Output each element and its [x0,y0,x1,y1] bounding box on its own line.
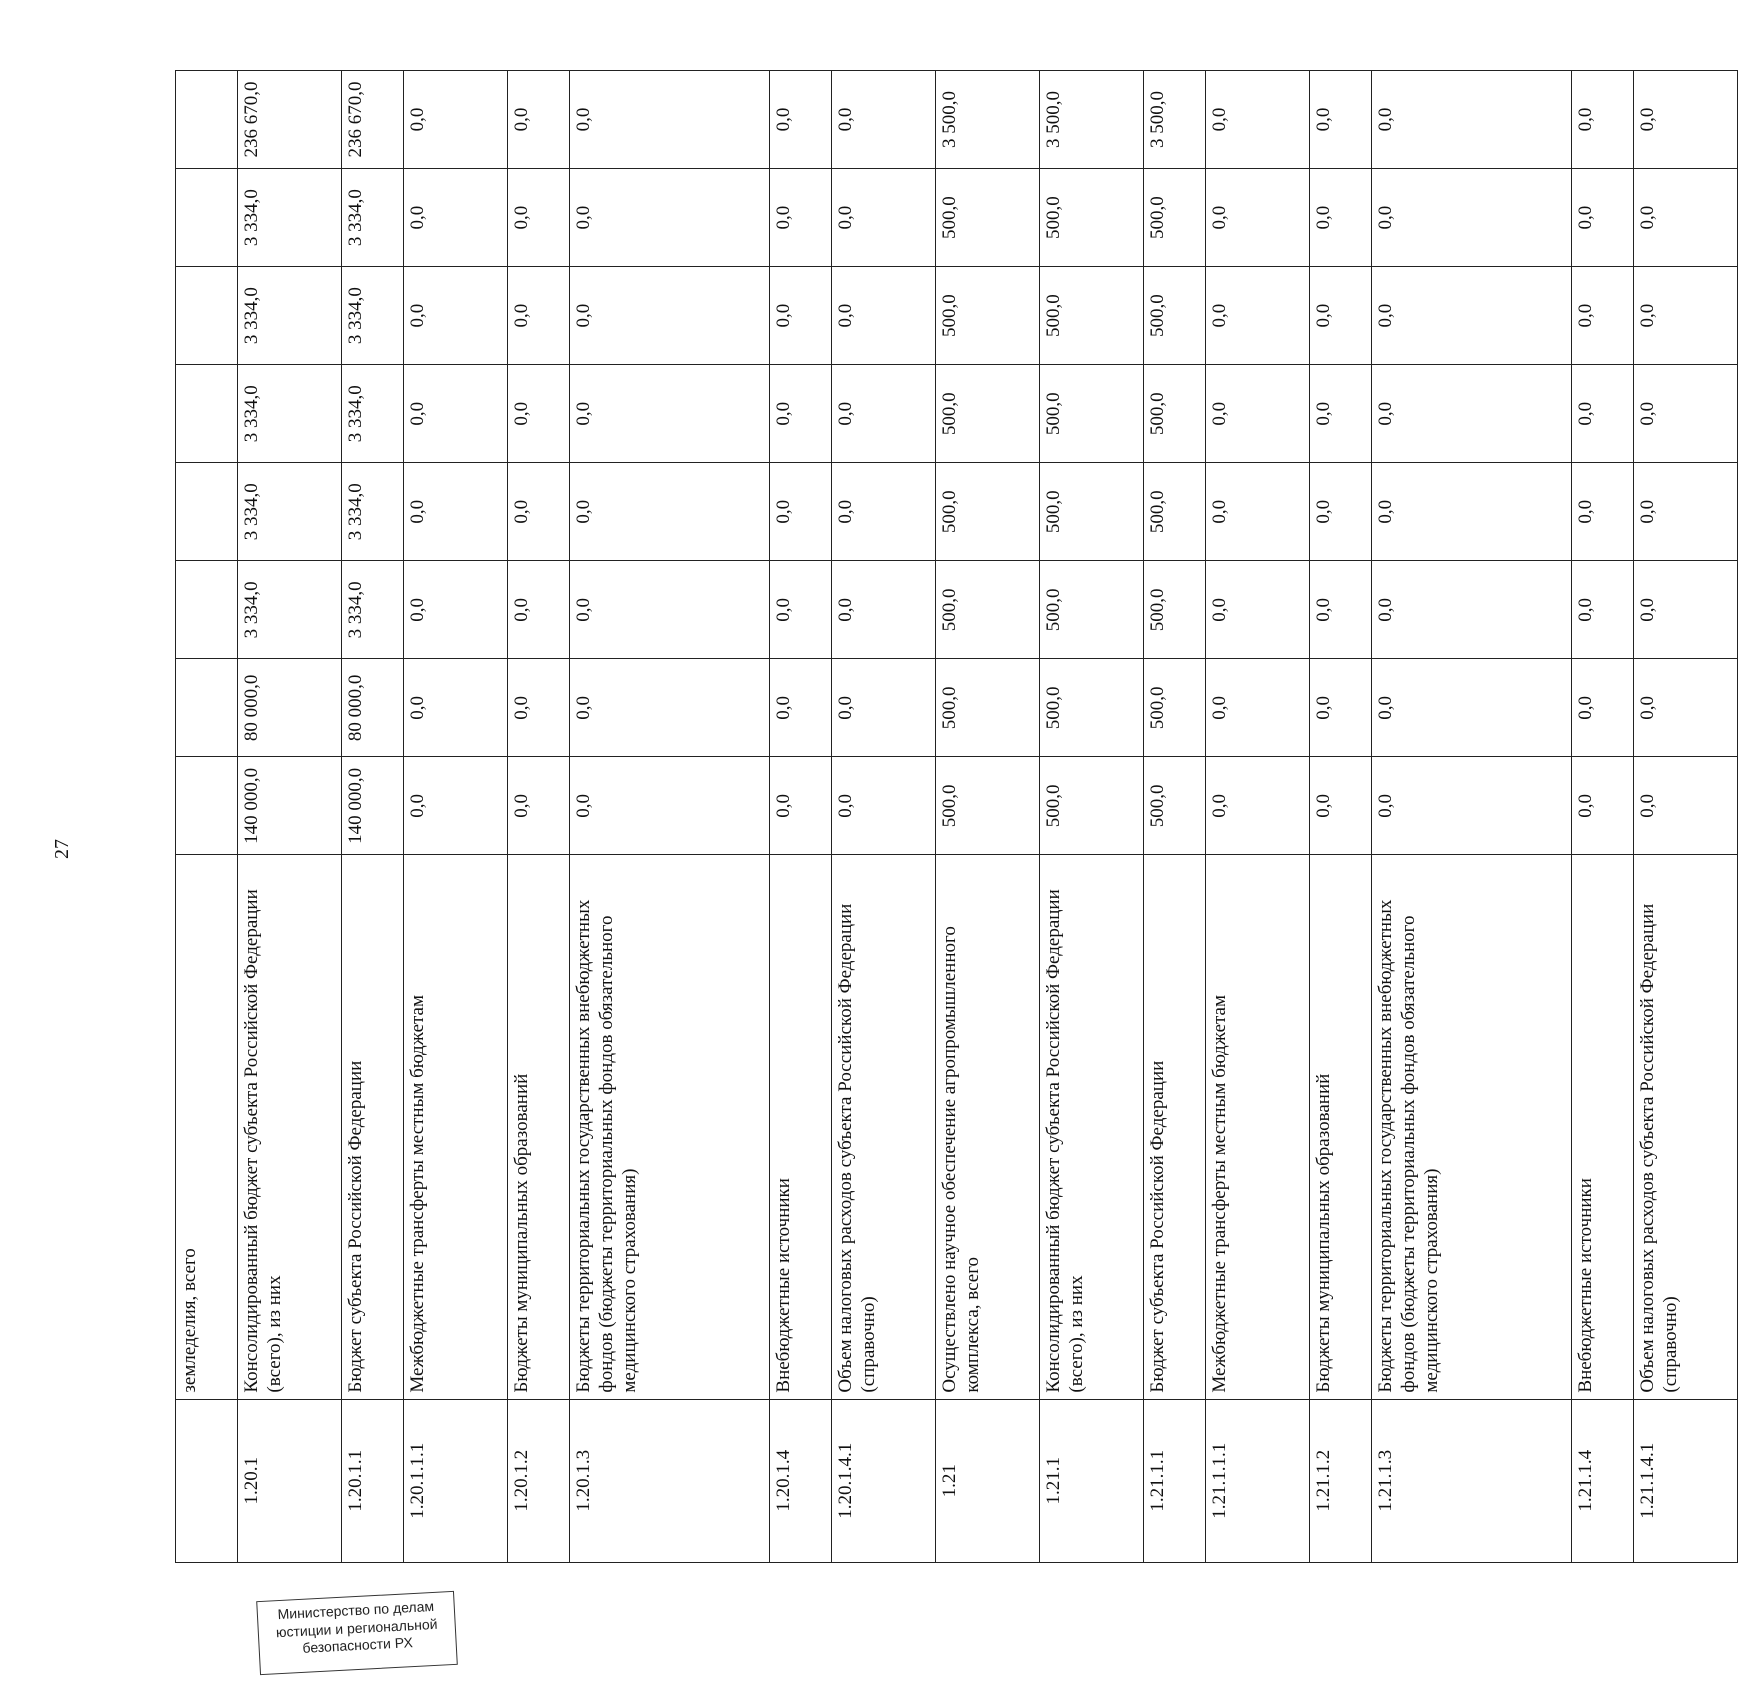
row-value: 3 500,0 [1144,71,1206,169]
row-name: Консолидированный бюджет субъекта Российской Федерации (всего), из них [238,855,342,1399]
row-value: 0,0 [1572,267,1634,365]
row-code: 1.20.1.1 [342,1399,404,1562]
row-value: 500,0 [1144,267,1206,365]
row-value: 0,0 [1572,365,1634,463]
row-value: 500,0 [1144,365,1206,463]
row-code: 1.20.1 [238,1399,342,1562]
row-value: 3 334,0 [342,365,404,463]
row-value: 0,0 [1310,267,1372,365]
row-value: 500,0 [1040,463,1144,561]
row-value: 3 334,0 [238,365,342,463]
row-value: 0,0 [1572,561,1634,659]
row-value: 236 670,0 [342,71,404,169]
row-value: 0,0 [1634,659,1738,757]
row-value: 0,0 [1206,365,1310,463]
row-code: 1.21.1.3 [1372,1399,1572,1562]
row-value: 0,0 [570,71,770,169]
table-row [936,71,1040,1563]
row-value: 0,0 [832,561,936,659]
budget-table [175,70,1738,1563]
row-value: 0,0 [508,267,570,365]
row-value: 236 670,0 [238,71,342,169]
row-value: 0,0 [570,659,770,757]
row-value: 0,0 [404,659,508,757]
row-value [176,561,238,659]
row-value: 0,0 [1572,169,1634,267]
row-value: 500,0 [1144,463,1206,561]
table-row [342,71,404,1563]
ministry-stamp [256,1591,458,1675]
row-value: 0,0 [508,71,570,169]
row-value: 0,0 [1310,659,1372,757]
row-code: 1.21.1.1.1 [1206,1399,1310,1562]
row-value: 0,0 [1206,757,1310,855]
table-row [1206,71,1310,1563]
row-value: 0,0 [1310,71,1372,169]
row-name: Бюджеты территориальных государственных внебюджетных фондов (бюджеты территориальных фондов обязательного медицинского страхования) [1372,855,1572,1399]
row-value: 3 334,0 [342,561,404,659]
row-value: 0,0 [832,365,936,463]
row-value: 3 334,0 [342,267,404,365]
row-code: 1.21.1.4.1 [1634,1399,1738,1562]
row-name: Объем налоговых расходов субъекта Российской Федерации (справочно) [1634,855,1738,1399]
row-value: 0,0 [1634,71,1738,169]
row-value: 0,0 [1310,365,1372,463]
row-code: 1.21.1 [1040,1399,1144,1562]
row-value: 3 334,0 [238,267,342,365]
row-name: Межбюджетные трансферты местным бюджетам [1206,855,1310,1399]
budget-table-body [176,71,1738,1563]
row-value: 0,0 [770,757,832,855]
row-value: 0,0 [1372,71,1572,169]
row-value: 140 000,0 [238,757,342,855]
row-value: 500,0 [936,169,1040,267]
row-value: 0,0 [1310,463,1372,561]
table-row [404,71,508,1563]
row-value: 0,0 [1372,561,1572,659]
row-value: 0,0 [770,267,832,365]
row-value: 0,0 [832,463,936,561]
row-name: Бюджеты территориальных государственных внебюджетных фондов (бюджеты территориальных фондов обязательного медицинского страхования) [570,855,770,1399]
row-value: 0,0 [1372,365,1572,463]
row-value: 0,0 [570,267,770,365]
row-value: 0,0 [832,71,936,169]
row-value: 0,0 [1634,267,1738,365]
row-value: 0,0 [570,463,770,561]
row-value: 0,0 [770,71,832,169]
row-value: 0,0 [1572,71,1634,169]
row-value: 500,0 [1144,169,1206,267]
row-code: 1.21.1.2 [1310,1399,1372,1562]
row-value: 0,0 [770,169,832,267]
stamp-line-3: безопасности РХ [302,1634,414,1656]
row-code: 1.21.1.4 [1572,1399,1634,1562]
row-value: 0,0 [1634,463,1738,561]
row-value: 500,0 [1040,561,1144,659]
row-name: Внебюджетные источники [770,855,832,1399]
row-value: 0,0 [508,561,570,659]
row-value: 0,0 [1634,169,1738,267]
row-value: 0,0 [1572,659,1634,757]
row-value: 0,0 [570,365,770,463]
row-code: 1.21 [936,1399,1040,1562]
row-value: 0,0 [1206,659,1310,757]
row-value: 80 000,0 [342,659,404,757]
table-row [1572,71,1634,1563]
row-name: Объем налоговых расходов субъекта Российской Федерации (справочно) [832,855,936,1399]
row-value: 0,0 [404,463,508,561]
budget-table-wrapper [175,70,1681,1563]
row-value: 500,0 [1040,267,1144,365]
row-value: 0,0 [832,267,936,365]
row-value: 0,0 [508,757,570,855]
row-value: 0,0 [570,561,770,659]
row-value: 0,0 [832,757,936,855]
row-name: Бюджеты муниципальных образований [508,855,570,1399]
row-value [176,365,238,463]
row-value: 0,0 [508,169,570,267]
row-value: 0,0 [508,463,570,561]
row-value [176,463,238,561]
row-value [176,659,238,757]
row-value: 500,0 [936,463,1040,561]
row-value: 0,0 [832,659,936,757]
row-name: Внебюджетные источники [1572,855,1634,1399]
row-code: 1.20.1.2 [508,1399,570,1562]
row-value: 0,0 [1206,561,1310,659]
row-value: 0,0 [1310,757,1372,855]
row-value [176,757,238,855]
row-value: 0,0 [404,365,508,463]
table-row [1310,71,1372,1563]
row-value: 0,0 [1206,169,1310,267]
stamp-line-2: юстиции и региональной [275,1615,438,1640]
row-value: 0,0 [1310,169,1372,267]
row-value: 500,0 [936,267,1040,365]
row-name: Бюджет субъекта Российской Федерации [342,855,404,1399]
row-value: 3 500,0 [1040,71,1144,169]
row-code: 1.20.1.4.1 [832,1399,936,1562]
table-row [1372,71,1572,1563]
row-value: 80 000,0 [238,659,342,757]
row-value: 0,0 [1372,659,1572,757]
row-value: 0,0 [404,267,508,365]
row-value: 0,0 [1634,365,1738,463]
row-value: 0,0 [404,757,508,855]
table-row [832,71,936,1563]
row-name: Бюджеты муниципальных образований [1310,855,1372,1399]
row-value: 0,0 [1206,463,1310,561]
row-value: 3 334,0 [342,169,404,267]
table-row [1040,71,1144,1563]
row-name: Консолидированный бюджет субъекта Российской Федерации (всего), из них [1040,855,1144,1399]
table-row [770,71,832,1563]
row-value: 500,0 [1040,659,1144,757]
row-value: 0,0 [1206,267,1310,365]
row-value: 0,0 [1310,561,1372,659]
row-value: 0,0 [832,169,936,267]
row-value: 0,0 [508,365,570,463]
row-value: 500,0 [936,757,1040,855]
row-value: 0,0 [1572,463,1634,561]
table-row [238,71,342,1563]
row-value: 500,0 [1040,365,1144,463]
row-value: 0,0 [404,561,508,659]
row-value: 500,0 [1144,561,1206,659]
table-row [508,71,570,1563]
row-value: 0,0 [770,463,832,561]
row-value: 3 334,0 [342,463,404,561]
row-value [176,267,238,365]
row-value: 140 000,0 [342,757,404,855]
row-code [176,1399,238,1562]
row-code: 1.20.1.4 [770,1399,832,1562]
row-value: 3 334,0 [238,169,342,267]
row-value: 500,0 [936,561,1040,659]
row-value: 500,0 [1144,757,1206,855]
row-value: 0,0 [404,169,508,267]
row-value: 0,0 [1634,757,1738,855]
row-value: 0,0 [1372,463,1572,561]
row-value: 0,0 [1634,561,1738,659]
row-code: 1.20.1.1.1 [404,1399,508,1562]
row-value: 500,0 [1040,169,1144,267]
row-value: 0,0 [570,169,770,267]
row-name: Межбюджетные трансферты местным бюджетам [404,855,508,1399]
row-value: 500,0 [936,365,1040,463]
row-value: 3 500,0 [936,71,1040,169]
row-value: 500,0 [1040,757,1144,855]
row-value: 0,0 [508,659,570,757]
row-value: 3 334,0 [238,463,342,561]
row-value: 0,0 [1572,757,1634,855]
row-code: 1.20.1.3 [570,1399,770,1562]
page-number: 27 [51,839,73,859]
table-row [176,71,238,1563]
row-value: 0,0 [770,659,832,757]
row-value: 0,0 [570,757,770,855]
row-value: 3 334,0 [238,561,342,659]
row-value: 0,0 [1372,267,1572,365]
row-code: 1.21.1.1 [1144,1399,1206,1562]
row-value: 0,0 [404,71,508,169]
row-value: 0,0 [770,561,832,659]
row-name: Осуществлено научное обеспечение агропромышленного комплекса, всего [936,855,1040,1399]
row-value: 0,0 [1372,169,1572,267]
row-value [176,169,238,267]
table-row [570,71,770,1563]
stamp-line-1: Министерство по делам [277,1597,435,1623]
table-row [1144,71,1206,1563]
table-row [1634,71,1738,1563]
row-value [176,71,238,169]
row-name: Бюджет субъекта Российской Федерации [1144,855,1206,1399]
row-value: 0,0 [1206,71,1310,169]
row-value: 0,0 [770,365,832,463]
row-value: 0,0 [1372,757,1572,855]
row-value: 500,0 [1144,659,1206,757]
row-name: земледелия, всего [176,855,238,1399]
row-value: 500,0 [936,659,1040,757]
